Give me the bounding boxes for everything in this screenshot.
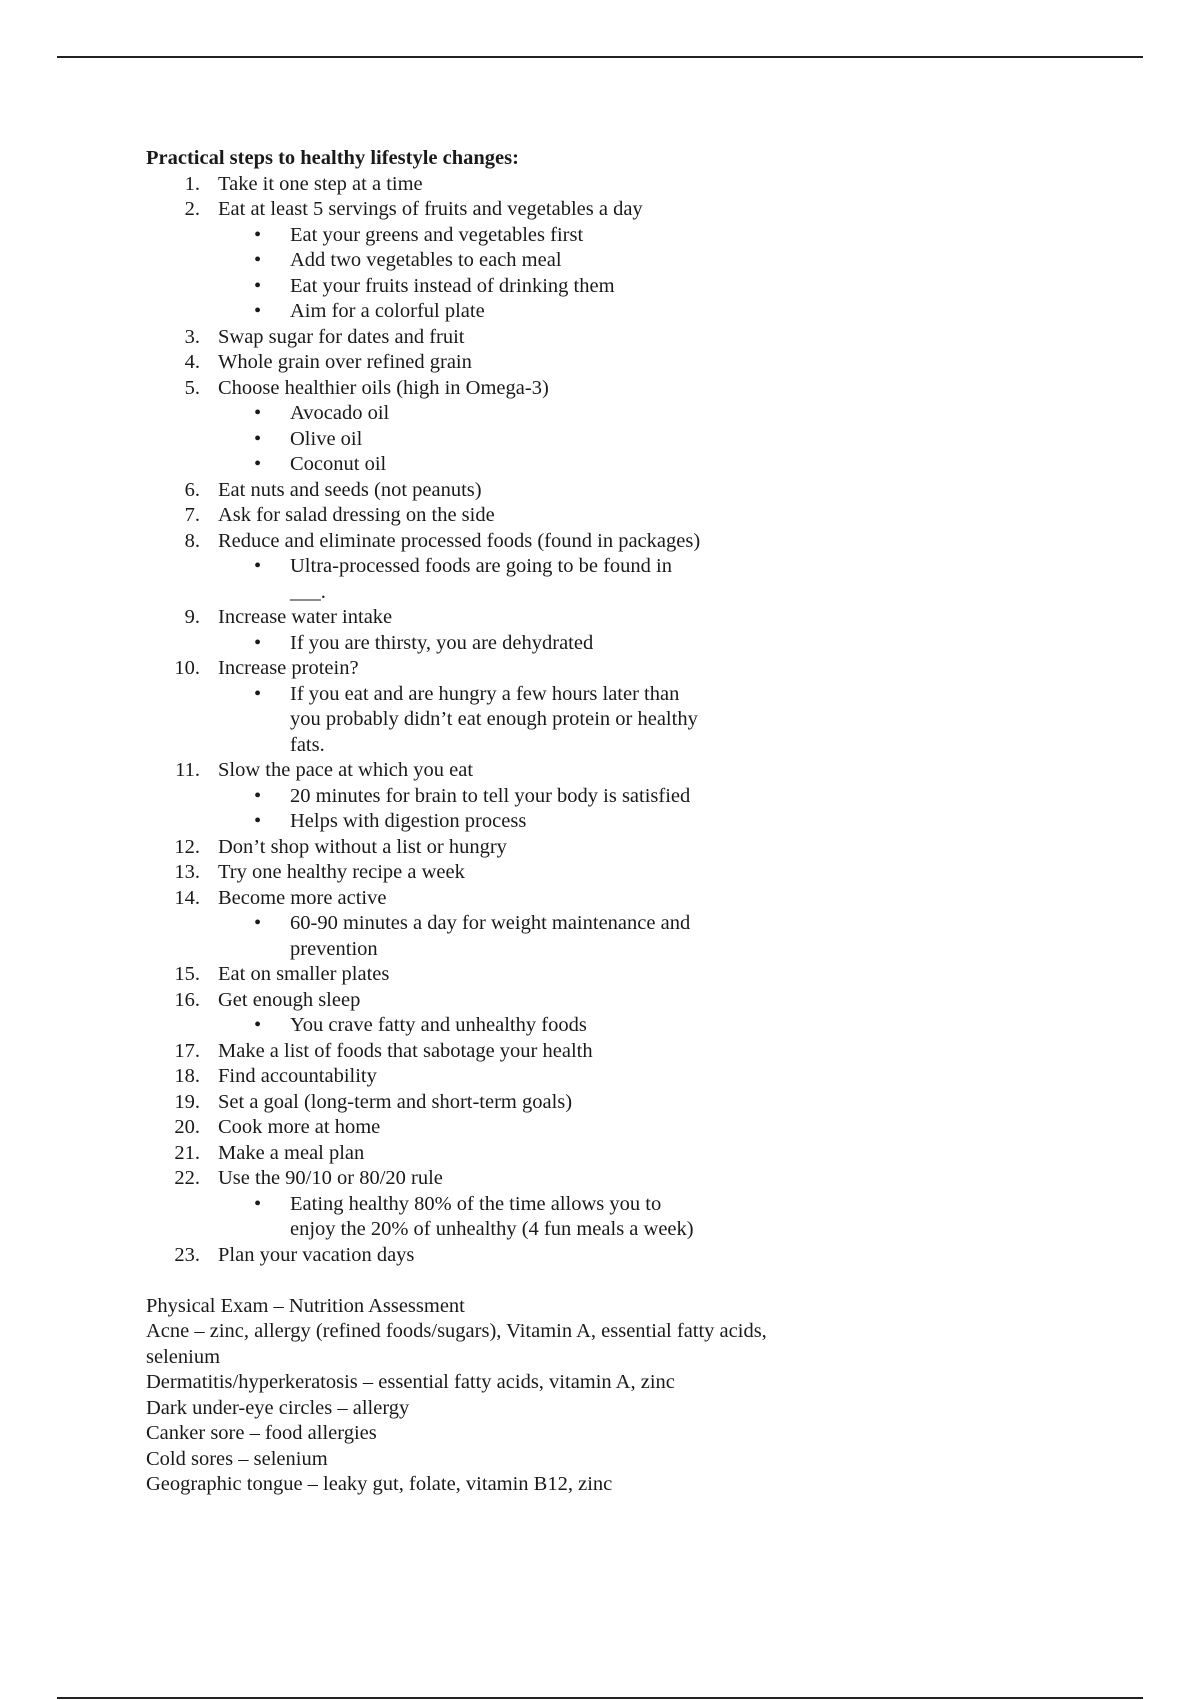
bullet-icon: • (254, 810, 262, 832)
sub-list-item (218, 248, 710, 274)
sub-list-item-text: Add two vegetables to each meal (290, 249, 562, 271)
list-item-number: 23. (174, 1243, 200, 1266)
list-item-text: Find accountability (218, 1065, 377, 1087)
list-item (146, 860, 1106, 886)
bullet-icon: • (254, 249, 262, 271)
sub-list-item-text: Helps with digestion process (290, 810, 527, 832)
sub-list-item (218, 554, 710, 605)
bullet-icon: • (254, 682, 262, 705)
document-body (146, 146, 1106, 1498)
list-item-number: 6. (184, 478, 200, 501)
exam-finding: Canker sore – food allergies (146, 1422, 377, 1444)
sub-list-item (218, 299, 710, 325)
bullet-icon: • (254, 555, 262, 577)
sub-list (218, 911, 1106, 962)
top-rule (57, 56, 1143, 58)
list-item (146, 325, 1106, 351)
list-item (146, 962, 1106, 988)
sub-list (218, 784, 1106, 835)
exam-lines (146, 1319, 786, 1498)
list-item-text: Take it one step at a time (218, 172, 423, 195)
sub-list-item (218, 911, 710, 962)
list-item-text: Eat on smaller plates (218, 963, 390, 985)
exam-finding: Geographic tongue – leaky gut, folate, vitamin B12, zinc (146, 1473, 613, 1495)
section-heading: Practical steps to healthy lifestyle changes: (146, 147, 519, 169)
sub-list (218, 631, 1106, 657)
list-item-number: 3. (184, 325, 200, 348)
list-item-number: 14. (174, 886, 200, 909)
sub-list-item-text: 60-90 minutes a day for weight maintenance and prevention (290, 912, 691, 960)
list-item (146, 197, 1106, 325)
sub-list-item-text: Olive oil (290, 427, 363, 450)
list-item (146, 758, 1106, 835)
sub-list (218, 554, 1106, 605)
bottom-rule (57, 1697, 1143, 1699)
sub-list-item (218, 809, 710, 835)
list-item-number: 17. (174, 1039, 200, 1062)
sub-list-item (218, 1192, 710, 1243)
list-item (146, 835, 1106, 861)
list-item (146, 172, 1106, 198)
list-item-number: 15. (174, 963, 200, 985)
list-item (146, 376, 1106, 478)
list-item (146, 1115, 1106, 1141)
list-item (146, 503, 1106, 529)
list-item (146, 1090, 1106, 1116)
list-item-number: 12. (174, 835, 200, 858)
list-item-number: 2. (184, 198, 200, 220)
list-item-number: 4. (184, 351, 200, 373)
list-item-number: 20. (174, 1116, 200, 1138)
sub-list-item-text: Eat your greens and vegetables first (290, 223, 584, 246)
sub-list-item-text: If you eat and are hungry a few hours later than you probably didn’t eat enough protein or healthy fats. (290, 682, 698, 756)
exam-finding: Cold sores – selenium (146, 1447, 328, 1470)
list-item-text: Slow the pace at which you eat (218, 759, 474, 781)
list-item-text: Cook more at home (218, 1116, 381, 1138)
list-item-number: 5. (184, 376, 200, 399)
sub-list-item-text: You crave fatty and unhealthy foods (290, 1014, 587, 1036)
sub-list-item-text: Eating healthy 80% of the time allows you to enjoy the 20% of unhealthy (4 fun meals a week) (290, 1192, 694, 1240)
exam-finding: Dermatitis/hyperkeratosis – essential fatty acids, vitamin A, zinc (146, 1371, 675, 1393)
exam-finding: Dark under-eye circles – allergy (146, 1396, 410, 1419)
list-item-text: Increase water intake (218, 606, 393, 628)
bullet-icon: • (254, 631, 262, 654)
list-item (146, 605, 1106, 656)
list-item-number: 9. (184, 606, 200, 628)
list-item-text: Plan your vacation days (218, 1243, 415, 1266)
bullet-icon: • (254, 274, 262, 297)
list-item-text: Get enough sleep (218, 988, 361, 1011)
list-item-text: Eat at least 5 servings of fruits and vegetables a day (218, 198, 643, 220)
list-item (146, 478, 1106, 504)
bullet-icon: • (254, 1192, 262, 1215)
list-item-text: Choose healthier oils (high in Omega-3) (218, 376, 549, 399)
list-item-number: 7. (184, 504, 200, 526)
bullet-icon: • (254, 427, 262, 450)
list-item-number: 10. (174, 657, 200, 679)
list-item (146, 886, 1106, 963)
sub-list-item (218, 631, 710, 657)
sub-list-item-text: Coconut oil (290, 453, 387, 475)
list-item-number: 13. (174, 861, 200, 883)
sub-list-item-text: 20 minutes for brain to tell your body is satisfied (290, 784, 691, 807)
sub-list-item-text: Ultra-processed foods are going to be found in ___. (290, 555, 672, 603)
bullet-icon: • (254, 453, 262, 475)
list-item-text: Become more active (218, 886, 387, 909)
sub-list (218, 1192, 1106, 1243)
list-item-text: Ask for salad dressing on the side (218, 504, 495, 526)
list-item (146, 1243, 1106, 1269)
list-item-number: 19. (174, 1090, 200, 1113)
list-item-number: 21. (174, 1141, 200, 1164)
sub-list-item-text: Aim for a colorful plate (290, 300, 485, 322)
sub-list-item (218, 784, 710, 810)
sub-list-item (218, 1013, 710, 1039)
bullet-icon: • (254, 784, 262, 807)
sub-list-item (218, 427, 710, 453)
physical-exam-section (146, 1294, 786, 1498)
list-item-text: Make a list of foods that sabotage your health (218, 1039, 593, 1062)
list-item (146, 1039, 1106, 1065)
list-item-text: Swap sugar for dates and fruit (218, 325, 465, 348)
list-item-number: 22. (174, 1167, 200, 1189)
bullet-icon: • (254, 1014, 262, 1036)
sub-list-item (218, 452, 710, 478)
steps-list (146, 172, 1106, 1269)
sub-list-item-text: Avocado oil (290, 402, 390, 424)
sub-list-item (218, 682, 710, 759)
list-item-text: Set a goal (long-term and short-term goals) (218, 1090, 573, 1113)
list-item-text: Make a meal plan (218, 1141, 365, 1164)
bullet-icon: • (254, 300, 262, 322)
list-item-number: 11. (175, 759, 200, 781)
list-item (146, 1166, 1106, 1243)
list-item-number: 8. (184, 529, 200, 552)
list-item-text: Try one healthy recipe a week (218, 861, 465, 883)
list-item (146, 1064, 1106, 1090)
bullet-icon: • (254, 402, 262, 424)
list-item-text: Don’t shop without a list or hungry (218, 835, 507, 858)
sub-list (218, 401, 1106, 478)
sub-list-item-text: Eat your fruits instead of drinking them (290, 274, 615, 297)
list-item (146, 988, 1106, 1039)
sub-list-item-text: If you are thirsty, you are dehydrated (290, 631, 594, 654)
list-item-number: 1. (184, 172, 200, 195)
list-item-number: 18. (174, 1065, 200, 1087)
list-item-text: Use the 90/10 or 80/20 rule (218, 1167, 443, 1189)
sub-list-item (218, 401, 710, 427)
list-item (146, 529, 1106, 606)
list-item (146, 656, 1106, 758)
list-item-text: Reduce and eliminate processed foods (found in packages) (218, 529, 701, 552)
list-item (146, 350, 1106, 376)
bullet-icon: • (254, 912, 262, 934)
sub-list (218, 1013, 1106, 1039)
list-item-text: Increase protein? (218, 657, 359, 679)
sub-list (218, 682, 1106, 759)
sub-list-item (218, 223, 710, 249)
list-item-number: 16. (174, 988, 200, 1011)
sub-list (218, 223, 1106, 325)
list-item-text: Whole grain over refined grain (218, 351, 472, 373)
exam-finding: Acne – zinc, allergy (refined foods/sugars), Vitamin A, essential fatty acids, selenium (146, 1320, 767, 1368)
sub-list-item (218, 274, 710, 300)
bullet-icon: • (254, 223, 262, 246)
list-item-text: Eat nuts and seeds (not peanuts) (218, 478, 482, 501)
exam-title: Physical Exam – Nutrition Assessment (146, 1294, 465, 1317)
list-item (146, 1141, 1106, 1167)
